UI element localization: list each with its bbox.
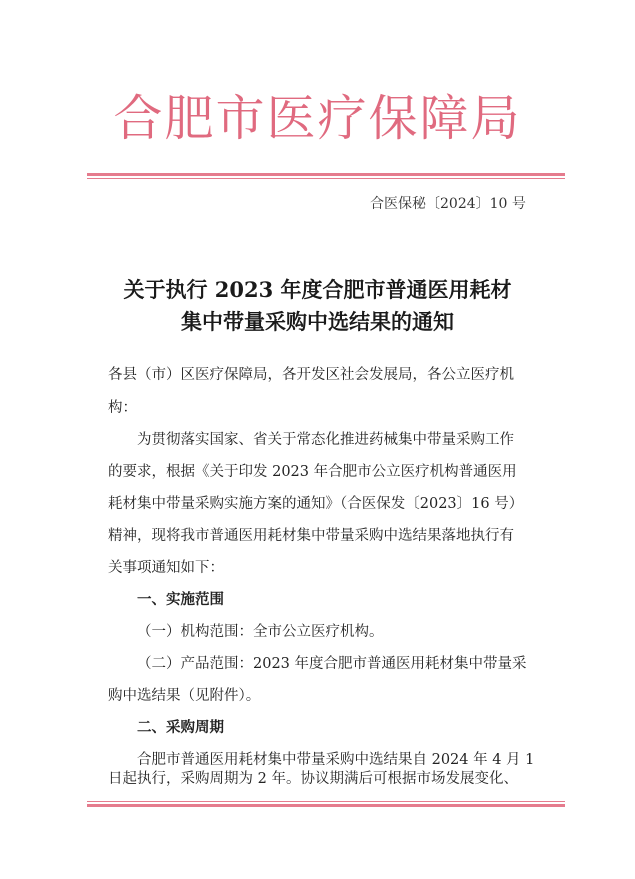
section1-item1: （一）机构范围：全市公立医疗机构。 — [137, 624, 384, 640]
document-title-line2: 集中带量采购中选结果的通知 — [181, 309, 454, 334]
section1-heading: 一、实施范围 — [137, 591, 224, 608]
header-rule-thick — [87, 173, 565, 176]
paragraph1-line2: 的要求，根据《关于印发 2023 年合肥市公立医疗机构普通医用 — [108, 464, 517, 480]
header-rule-thin — [87, 178, 565, 179]
paragraph1-line3: 耗材集中带量采购实施方案的通知》（合医保发〔2023〕16 号） — [108, 496, 524, 512]
paragraph1-line1: 为贯彻落实国家、省关于常态化推进药械集中带量采购工作 — [137, 432, 514, 448]
addressee-line1: 各县（市）区医疗保障局，各开发区社会发展局，各公立医疗机 — [108, 367, 514, 383]
section1-item2-line1: （二）产品范围：2023 年度合肥市普通医用耗材集中带量采 — [137, 656, 527, 672]
section1-item2-line2: 购中选结果（见附件）。 — [108, 688, 261, 704]
document-title-line1: 关于执行 2023 年度合肥市普通医用耗材 — [123, 277, 512, 302]
document-number: 合医保秘〔2024〕10 号 — [370, 196, 526, 212]
section2-line2: 日起执行，采购周期为 2 年。协议期满后可根据市场发展变化、 — [108, 771, 518, 787]
paragraph1-line5: 关事项通知如下： — [108, 560, 224, 576]
footer-rule-thin — [87, 801, 565, 802]
section2-heading: 二、采购周期 — [137, 719, 224, 736]
section2-line1: 合肥市普通医用耗材集中带量采购中选结果自 2024 年 4 月 1 — [137, 752, 535, 768]
agency-header: 合肥市医疗保障局 — [113, 90, 522, 147]
addressee-line2: 构： — [108, 400, 137, 416]
paragraph1-line4: 精神，现将我市普通医用耗材集中带量采购中选结果落地执行有 — [108, 528, 514, 544]
footer-rule-thick — [87, 804, 565, 807]
